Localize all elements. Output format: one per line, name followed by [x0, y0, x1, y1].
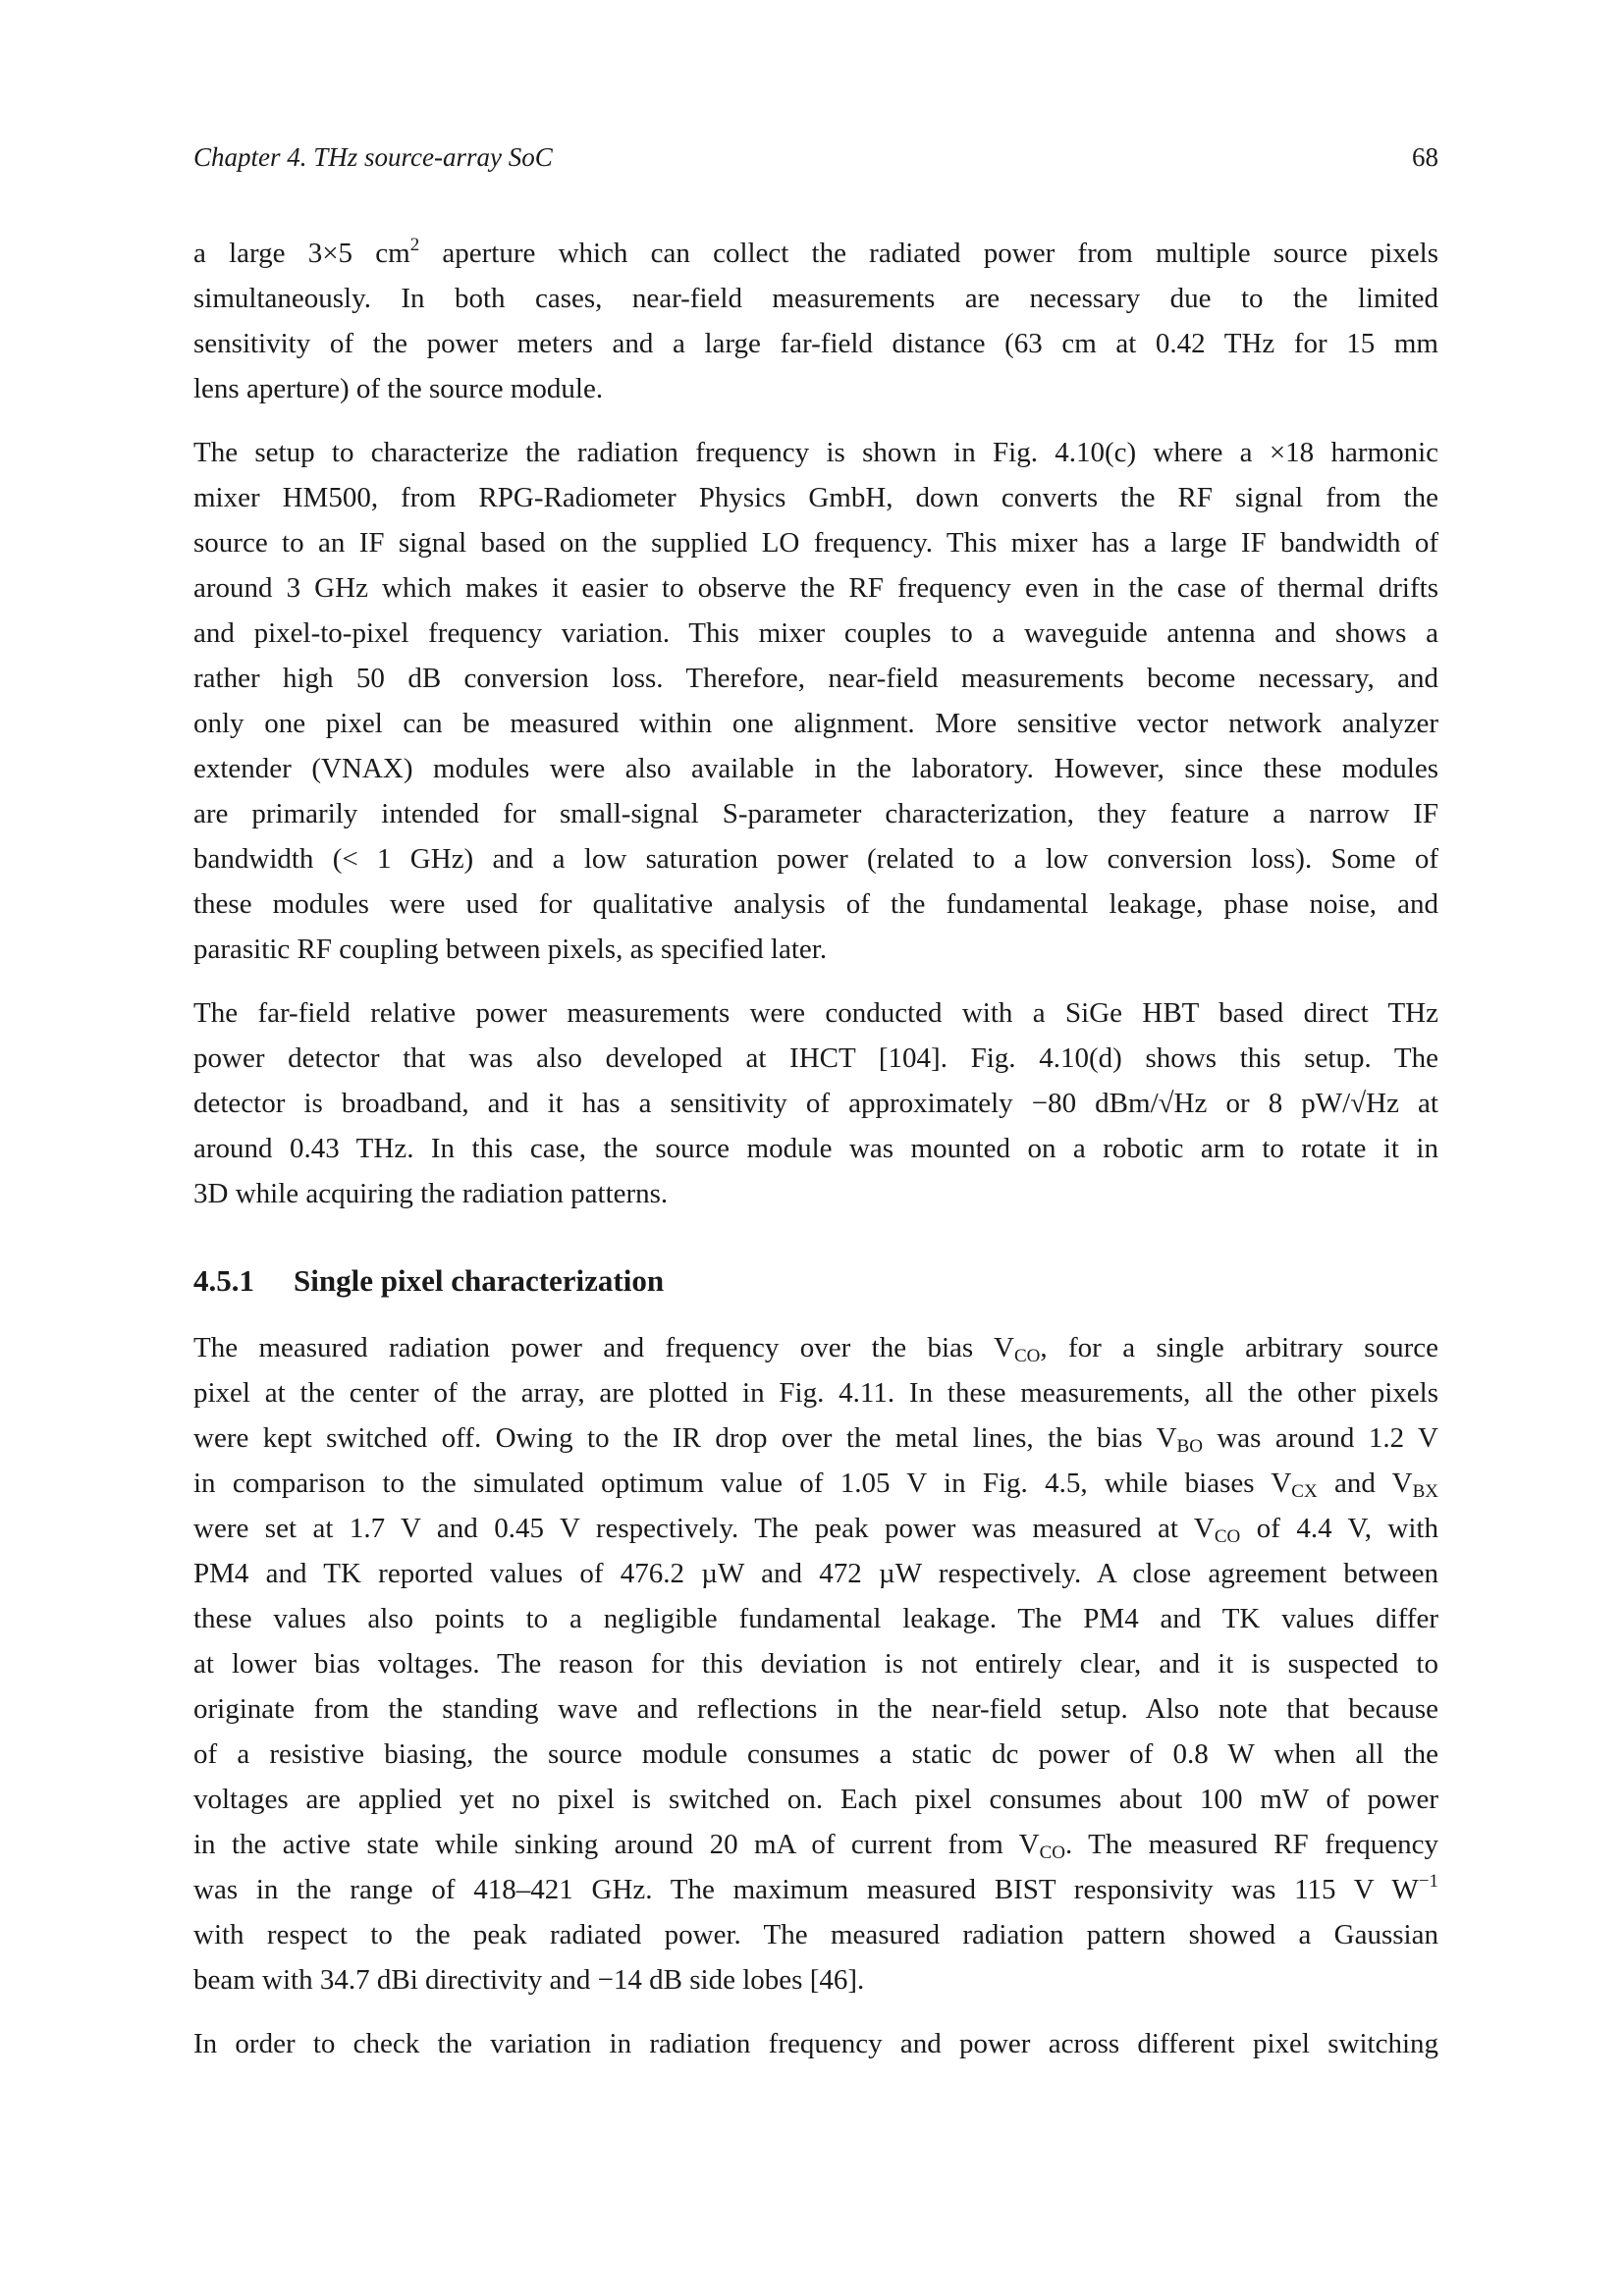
text-line: are primarily intended for small-signal S-parameter characterization, they feature a narrow IF: [193, 798, 1438, 829]
text-line: in the active state while sinking around 20 mA of current from $V_{CO}$. The measured RF frequency: [193, 1829, 1439, 1863]
text-line: 3D while acquiring the radiation patterns.: [193, 1178, 669, 1209]
text-line: lens aperture) of the source module.: [193, 373, 604, 404]
text-line: originate from the standing wave and reflections in the near-field setup. Also note that because: [193, 1693, 1438, 1725]
text-line: in comparison to the simulated optimum value of 1.05 V in Fig. 4.5, while biases $V_{CX}$ and $V_{BX}$: [193, 1468, 1438, 1502]
text-line: beam with 34.7 dBi directivity and −14 dB side lobes [46].: [193, 1964, 865, 1996]
text-line: and pixel-to-pixel frequency variation. This mixer couples to a waveguide antenna and shows a: [193, 617, 1438, 649]
text-line: extender (VNAX) modules were also available in the laboratory. However, since these modules: [193, 753, 1438, 784]
text-line: power detector that was also developed at IHCT [104]. Fig. 4.10(d) shows this setup. The: [193, 1042, 1438, 1074]
page-number: 68: [1412, 142, 1438, 172]
running-header: [193, 142, 1438, 173]
section-number: 4.5.1: [193, 1263, 254, 1298]
text-line: pixel at the center of the array, are plotted in Fig. 4.11. In these measurements, all the other pixels: [193, 1377, 1438, 1409]
text-line: mixer HM500, from RPG-Radiometer Physics GmbH, down converts the RF signal from the: [193, 482, 1438, 513]
text-line: parasitic RF coupling between pixels, as specified later.: [193, 934, 828, 965]
text-line: The setup to characterize the radiation frequency is shown in Fig. 4.10(c) where a ×18 harmonic: [193, 437, 1438, 468]
text-line: at lower bias voltages. The reason for this deviation is not entirely clear, and it is suspected to: [193, 1648, 1438, 1680]
text-line: voltages are applied yet no pixel is switched on. Each pixel consumes about 100 mW of power: [193, 1784, 1438, 1815]
text-line: The measured radiation power and frequency over the bias $V_{CO}$, for a single arbitrary source: [193, 1332, 1438, 1366]
text-line: around 0.43 THz. In this case, the source module was mounted on a robotic arm to rotate it in: [193, 1133, 1438, 1164]
section-title: Single pixel characterization: [294, 1263, 665, 1298]
text-line: were kept switched off. Owing to the IR drop over the metal lines, the bias $V_{BO}$ was around 1.2 V: [193, 1422, 1438, 1457]
text-line: were set at 1.7 V and 0.45 V respectively. The peak power was measured at $V_{CO}$ of 4.4 V, with: [193, 1513, 1438, 1547]
text-line: rather high 50 dB conversion loss. Therefore, near-field measurements become necessary, and: [193, 663, 1438, 694]
text-line: In order to check the variation in radiation frequency and power across different pixel switching: [193, 2028, 1438, 2059]
text-line: was in the range of 418–421 GHz. The maximum measured BIST responsivity was 115 V $W^{-1}$: [193, 1871, 1438, 1905]
chapter-title: Chapter 4. THz source-array SoC: [193, 142, 553, 172]
text-line: source to an IF signal based on the supplied LO frequency. This mixer has a large IF bandwidth of: [193, 527, 1438, 559]
text-line: of a resistive biasing, the source module consumes a static dc power of 0.8 W when all the: [193, 1738, 1438, 1770]
text-line: detector is broadband, and it has a sensitivity of approximately −80 dBm/√Hz or 8 pW/√Hz at: [193, 1088, 1438, 1119]
text-line: PM4 and TK reported values of 476.2 µW and 472 µW respectively. A close agreement between: [193, 1558, 1438, 1589]
section-heading: [193, 1261, 664, 1301]
text-line: a large 3×5 $cm^2$ aperture which can collect the radiated power from multiple source pixels: [193, 235, 1438, 269]
text-line: these modules were used for qualitative analysis of the fundamental leakage, phase noise, and: [193, 888, 1438, 920]
text-line: simultaneously. In both cases, near-field measurements are necessary due to the limited: [193, 283, 1438, 314]
text-line: bandwidth (< 1 GHz) and a low saturation power (related to a low conversion loss). Some of: [193, 843, 1438, 875]
text-line: only one pixel can be measured within one alignment. More sensitive vector network analyzer: [193, 708, 1438, 739]
text-line: these values also points to a negligible fundamental leakage. The PM4 and TK values differ: [193, 1603, 1438, 1634]
text-line: The far-field relative power measurements were conducted with a SiGe HBT based direct THz: [193, 997, 1438, 1029]
text-line: with respect to the peak radiated power. The measured radiation pattern showed a Gaussian: [193, 1919, 1438, 1950]
text-line: around 3 GHz which makes it easier to observe the RF frequency even in the case of thermal drifts: [193, 572, 1438, 604]
text-line: sensitivity of the power meters and a large far-field distance (63 cm at 0.42 THz for 15 mm: [193, 328, 1438, 359]
